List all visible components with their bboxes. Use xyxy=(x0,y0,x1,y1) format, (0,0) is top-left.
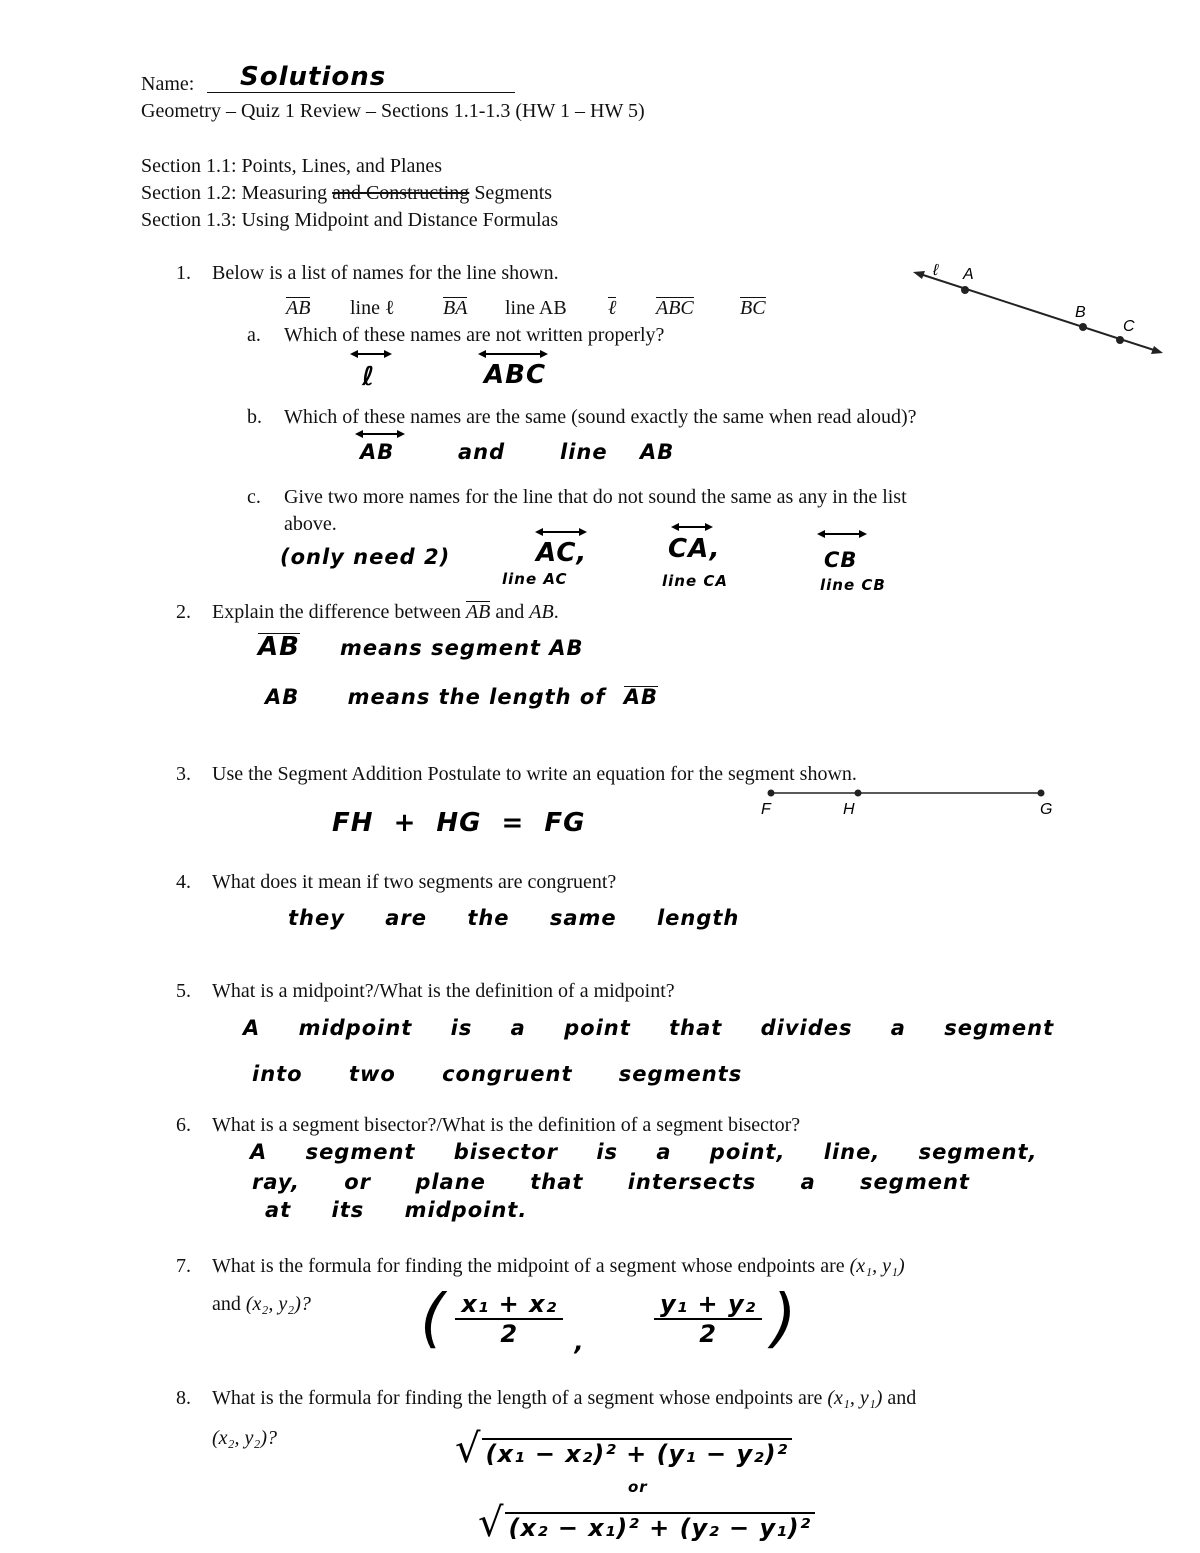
arrow-right-icon xyxy=(1151,346,1163,354)
q1b-letter: b. xyxy=(247,406,262,428)
q4-number: 4. xyxy=(176,871,191,893)
q6-answer-3: at its midpoint. xyxy=(265,1198,528,1222)
q1c-letter: c. xyxy=(247,486,261,508)
q6-answer-2: ray, or plane that intersects a segment xyxy=(252,1170,970,1194)
label-b: B xyxy=(1075,304,1086,321)
name-value: Solutions xyxy=(240,62,387,92)
q1-number: 1. xyxy=(176,262,191,284)
q5-answer-2: into two congruent segments xyxy=(252,1062,743,1086)
name-underline xyxy=(207,92,515,93)
q1c-answer-ac: AC, xyxy=(536,538,588,568)
q1a-prompt: Which of these names are not written properly? xyxy=(284,324,665,346)
q1c-note: (only need 2) xyxy=(280,545,451,569)
q1b-prompt: Which of these names are the same (sound exactly the same when read aloud)? xyxy=(284,406,917,428)
label-h: H xyxy=(843,801,855,818)
label-a: A xyxy=(963,266,974,283)
segment-figure xyxy=(755,780,1055,820)
q8-or: or xyxy=(628,1478,648,1496)
point-h xyxy=(855,790,862,797)
q1b-answer-4: AB xyxy=(640,440,675,464)
q2-seg-symbol: AB xyxy=(465,601,491,623)
label-c: C xyxy=(1123,318,1135,335)
section-1-3: Section 1.3: Using Midpoint and Distance Formulas xyxy=(141,209,559,231)
q2-number: 2. xyxy=(176,601,191,623)
struck-text: and Constructing xyxy=(332,182,470,204)
q1c-answer-cb-sub: line CB xyxy=(820,576,886,594)
q5-number: 5. xyxy=(176,980,191,1002)
q1b-answer-3: line xyxy=(560,440,608,464)
section-1-2: Section 1.2: Measuring and Constructing Segments xyxy=(141,182,553,204)
q2-prompt: Explain the difference between AB and AB. xyxy=(212,601,559,623)
point-c xyxy=(1116,336,1124,344)
q1a-letter: a. xyxy=(247,324,261,346)
q2-answer-2: AB means the length of AB xyxy=(265,685,659,709)
label-f: F xyxy=(761,801,771,818)
q1b-arrow xyxy=(355,427,407,441)
name-line-ab: line AB xyxy=(505,297,567,319)
q1c-answer-cb: CB xyxy=(824,548,858,572)
q6-prompt: What is a segment bisector?/What is the definition of a segment bisector? xyxy=(212,1114,801,1136)
q1-prompt: Below is a list of names for the line shown. xyxy=(212,262,559,284)
name-ab: AB xyxy=(286,297,311,319)
point-b xyxy=(1079,323,1087,331)
line-figure xyxy=(905,255,1170,365)
q1c-answer-ca: CA, xyxy=(668,534,721,564)
name-abc: ABC xyxy=(656,297,694,319)
q6-answer-1: A segment bisector is a point, line, segment, xyxy=(250,1140,1038,1164)
point-g xyxy=(1038,790,1045,797)
q1a-arrows xyxy=(350,346,560,362)
q1a-answer-abc: ABC xyxy=(484,360,547,390)
q3-number: 3. xyxy=(176,763,191,785)
q8-answer-2: √ (x₂ − x₁)² + (y₂ − y₁)² xyxy=(478,1500,815,1546)
q6-number: 6. xyxy=(176,1114,191,1136)
arrow-left-icon xyxy=(913,271,925,279)
q1c-answer-ac-sub: line AC xyxy=(502,570,568,588)
name-label: Name: xyxy=(141,73,195,95)
name-line-l: line ℓ xyxy=(350,297,395,319)
q8-prompt-2: (x₂, y₂)? xyxy=(212,1427,277,1449)
q1c-prompt-2: above. xyxy=(284,513,337,535)
section-1-1: Section 1.1: Points, Lines, and Planes xyxy=(141,155,443,177)
q8-number: 8. xyxy=(176,1387,191,1409)
q4-answer: they are the same length xyxy=(288,906,740,930)
q7-prompt: What is the formula for finding the midpoint of a segment whose endpoints are (x₁, y₁) xyxy=(212,1255,905,1277)
q1c-prompt-1: Give two more names for the line that do not sound the same as any in the list xyxy=(284,486,907,508)
course-title: Geometry – Quiz 1 Review – Sections 1.1-1.3 (HW 1 – HW 5) xyxy=(141,100,645,122)
q5-answer-1: A midpoint is a point that divides a segment xyxy=(243,1016,1055,1040)
q1c-answer-ca-sub: line CA xyxy=(662,572,728,590)
name-bc: BC xyxy=(740,297,766,319)
q5-prompt: What is a midpoint?/What is the definition of a midpoint? xyxy=(212,980,675,1002)
q7-answer: ( $\frac{\text{x₁ + x₂}}{2}$ , $\frac{\text{y₁ + y₂}}{2}$ ) xyxy=(420,1282,798,1356)
q8-prompt: What is the formula for finding the length of a segment whose endpoints are (x₁, y₁) and xyxy=(212,1387,917,1409)
q8-answer-1: √ (x₁ − x₂)² + (y₁ − y₂)² xyxy=(455,1426,792,1472)
q7-number: 7. xyxy=(176,1255,191,1277)
point-a xyxy=(961,286,969,294)
q1b-answer-2: and xyxy=(458,440,506,464)
q2-answer-1: AB means segment AB xyxy=(258,632,584,662)
q1b-answer-1: AB xyxy=(360,440,395,464)
name-ba: BA xyxy=(443,297,468,319)
q3-prompt: Use the Segment Addition Postulate to write an equation for the segment shown. xyxy=(212,763,857,785)
point-f xyxy=(768,790,775,797)
q7-prompt-2: and (x₂, y₂)? xyxy=(212,1293,311,1315)
name-l: ℓ xyxy=(608,297,617,319)
label-l: ℓ xyxy=(933,262,939,279)
q3-answer: FH + HG = FG xyxy=(332,808,586,838)
q1a-answer-l: ℓ xyxy=(362,362,376,392)
q4-prompt: What does it mean if two segments are congruent? xyxy=(212,871,617,893)
label-g: G xyxy=(1040,801,1053,818)
